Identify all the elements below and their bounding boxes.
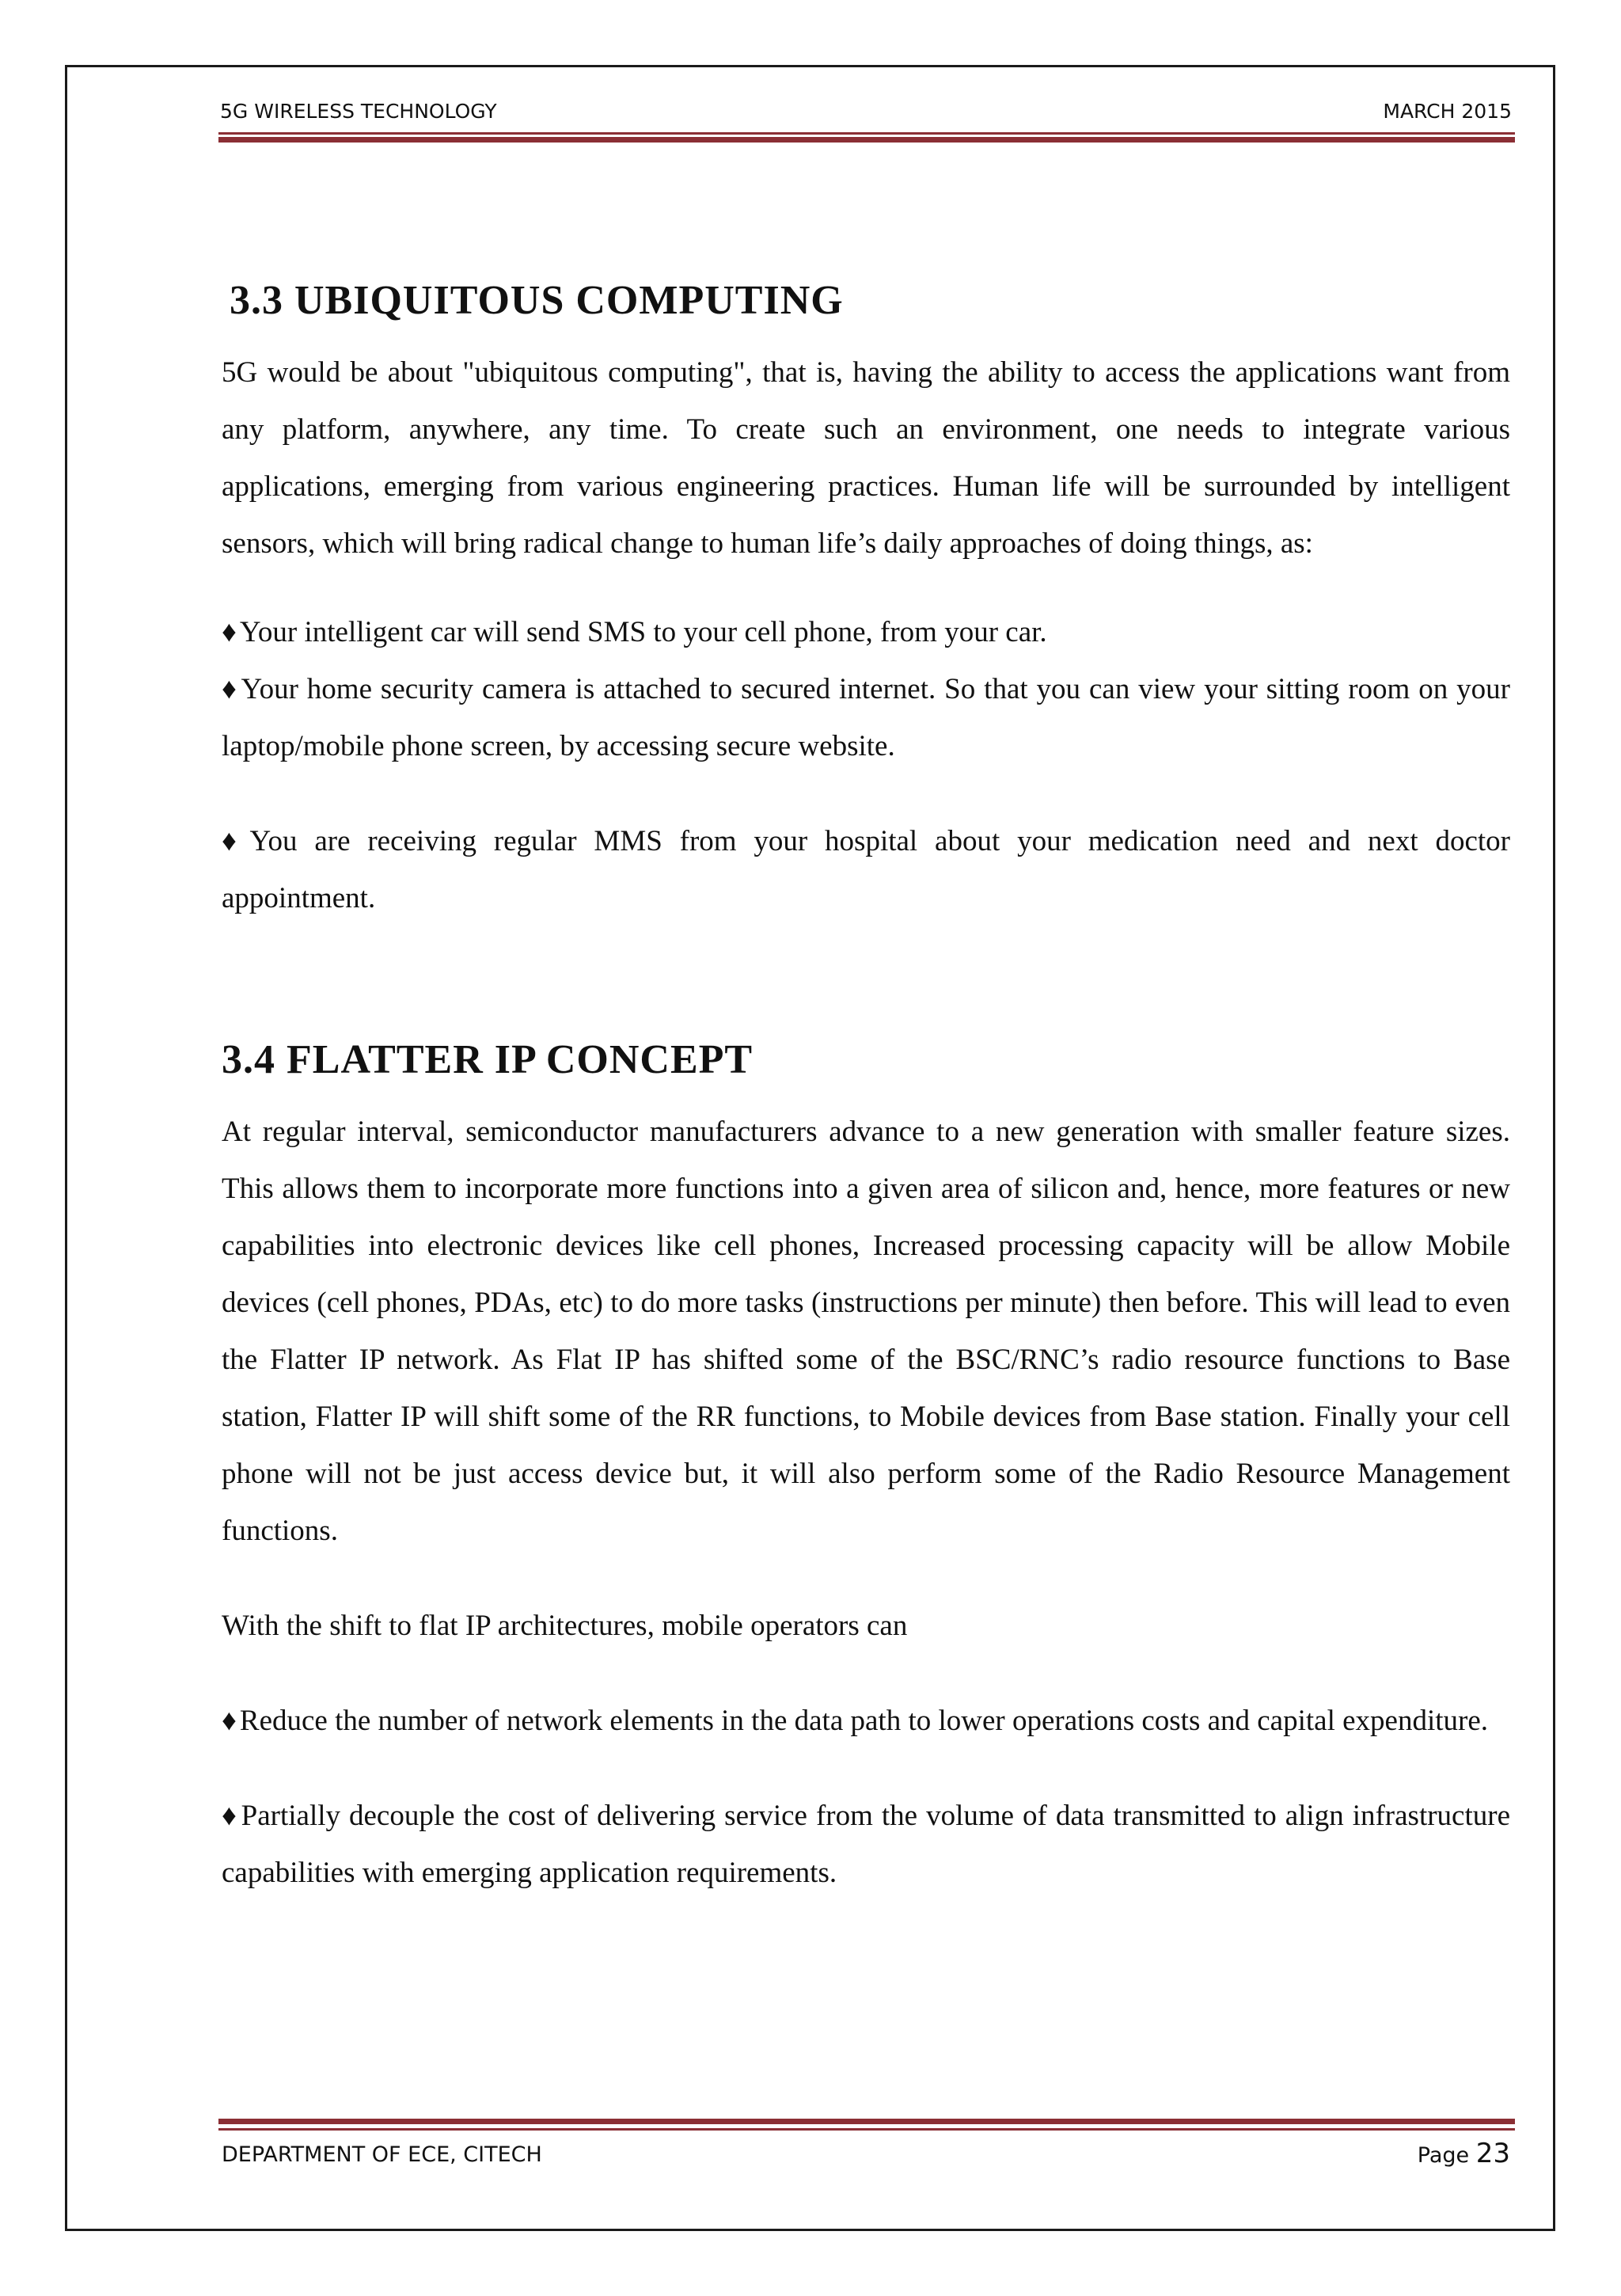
running-header (220, 100, 1512, 131)
running-footer (222, 2138, 1510, 2172)
bullet-item: ♦ Reduce the number of network elements in the data path to lower operations costs and capital expenditure. (222, 1705, 1489, 1737)
header-date: MARCH 2015 (1383, 100, 1512, 123)
diamond-bullet-icon: ♦ (222, 825, 247, 857)
header-title: 5G WIRELESS TECHNOLOGY (220, 100, 497, 123)
footer-department: DEPARTMENT OF ECE, CITECH (222, 2142, 542, 2167)
section-heading-flatter-ip: 3.4 FLATTER IP CONCEPT (222, 1037, 754, 1082)
section-intro-flatter-ip: At regular interval, semiconductor manufacturers advance to a new generation with smaller feature sizes. This allows them to incorporate more functions into a given area of silicon and, hence, more features or new capabilities into electronic devices like cell phones, Increased processing capacity will be allow Mobile devices (cell phones, PDAs, etc) to do more tasks (instructions per minute) then before. This will lead to even the Flatter IP network. As Flat IP has shifted some of the BSC/RNC’s radio resource functions to Base station, Flatter IP will shift some of the RR functions, to Mobile devices from Base station. Finally your cell phone will not be just access device but, it will also perform some of the Radio Resource Management functions. (222, 1116, 1510, 1547)
section-lead-flatter-ip: With the shift to flat IP architectures, mobile operators can (222, 1610, 908, 1642)
diamond-bullet-icon: ♦ (222, 1800, 238, 1832)
footer-rule-bottom (218, 2128, 1515, 2131)
bullet-item: ♦ Your home security camera is attached to secured internet. So that you can view your sitting room on your laptop/mobile phone screen, by accessing secure website. (222, 673, 1510, 762)
section-heading-ubiquitous: 3.3 UBIQUITOUS COMPUTING (230, 278, 844, 323)
bullet-item: ♦ Your intelligent car will send SMS to your cell phone, from your car. (222, 616, 1047, 648)
diamond-bullet-icon: ♦ (222, 673, 238, 705)
page-label: Page (1417, 2143, 1470, 2168)
diamond-bullet-icon: ♦ (222, 616, 237, 648)
page-content (222, 277, 1510, 1902)
footer-rule-top (218, 2119, 1515, 2124)
bullet-item: ♦ You are receiving regular MMS from your hospital about your medication need and next doctor appointment. (222, 825, 1510, 914)
header-rule-top (218, 132, 1515, 135)
bullet-item: ♦ Partially decouple the cost of delivering service from the volume of data transmitted to align infrastructure capabilities with emerging application requirements. (222, 1800, 1511, 1889)
section-intro-ubiquitous: 5G would be about "ubiquitous computing", that is, having the ability to access the applications want from any platform, anywhere, any time. To create such an environment, one needs to integrate various applications, emerging from various engineering practices. Human life will be surrounded by intelligent sensors, which will bring radical change to human life’s daily approaches of doing things, as: (222, 356, 1510, 560)
header-rule-bottom (218, 137, 1515, 143)
diamond-bullet-icon: ♦ (222, 1705, 237, 1737)
page-number: 23 (1475, 2138, 1510, 2169)
page-number-block (1418, 2138, 1510, 2169)
